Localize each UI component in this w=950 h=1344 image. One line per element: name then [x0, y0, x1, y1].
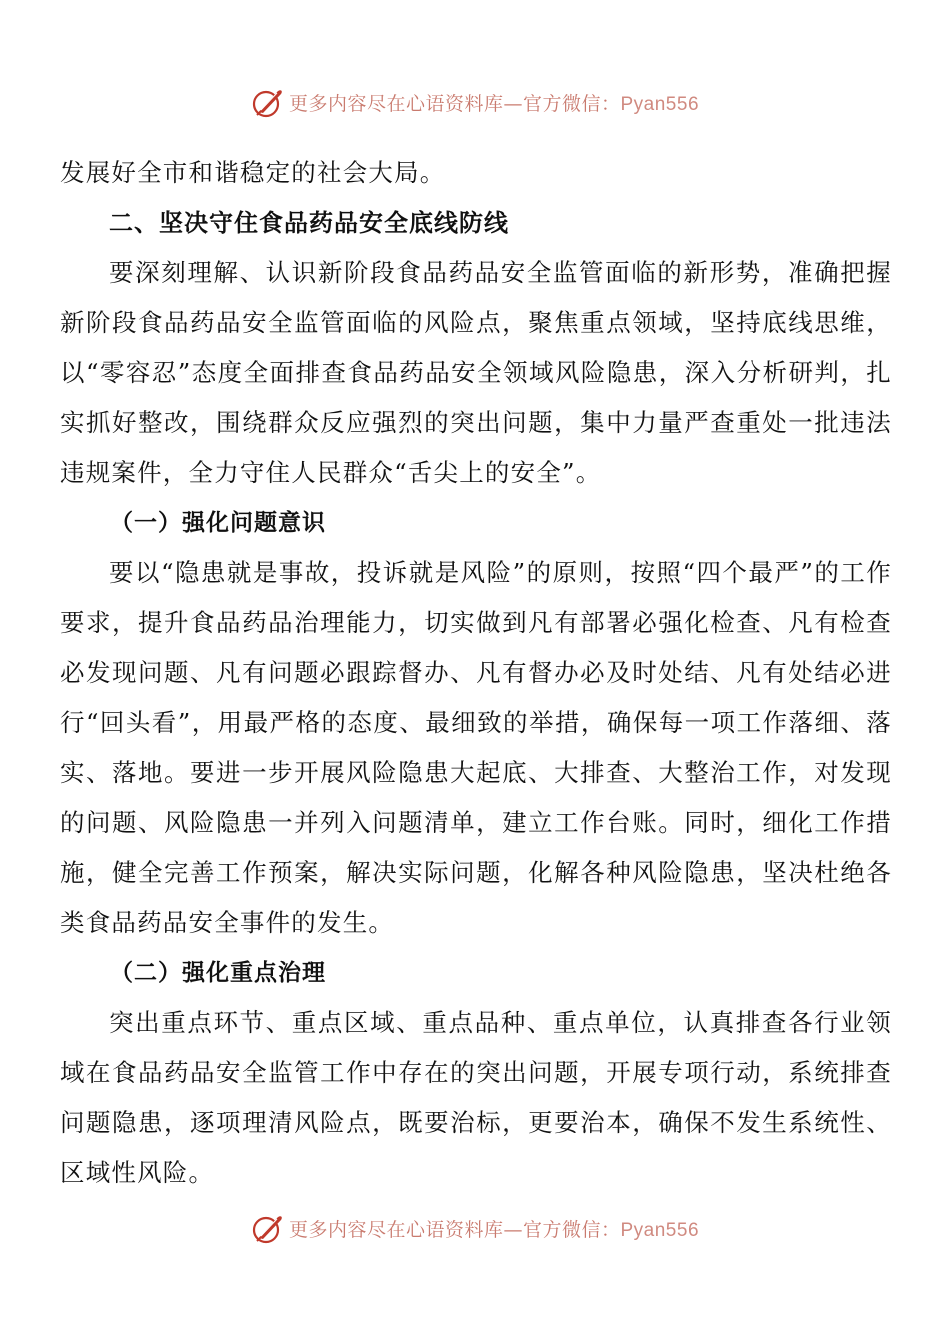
document-body [60, 148, 892, 1198]
paragraph-continuation: 发展好全市和谐稳定的社会大局。 [60, 158, 446, 187]
subsection-heading-2: （二）强化重点治理 [110, 959, 326, 986]
feather-pen-logo-icon [251, 1211, 285, 1245]
watermark-banner-top [0, 82, 950, 122]
paragraph-3: 突出重点环节、重点区域、重点品种、重点单位，认真排查各行业领域在食品药品安全监管工作中存在的突出问题，开展专项行动，系统排查问题隐患，逐项理清风险点，既要治标，更要治本，确保不发生系统性、区域性风险。 [60, 1008, 892, 1187]
subsection-heading-1: （一）强化问题意识 [110, 509, 326, 536]
feather-pen-logo-icon [251, 85, 285, 119]
paragraph-2: 要以“隐患就是事故，投诉就是风险”的原则，按照“四个最严”的工作要求，提升食品药品治理能力，切实做到凡有部署必强化检查、凡有检查必发现问题、凡有问题必跟踪督办、凡有督办必及时处结、凡有处结必进行“回头看”，用最严格的态度、最细致的举措，确保每一项工作落细、落实、落地。要进一步开展风险隐患大起底、大排查、大整治工作，对发现的问题、风险隐患一并列入问题清单，建立工作台账。同时，细化工作措施，健全完善工作预案，解决实际问题，化解各种风险隐患，坚决杜绝各类食品药品安全事件的发生。 [60, 558, 892, 937]
paragraph-1: 要深刻理解、认识新阶段食品药品安全监管面临的新形势，准确把握新阶段食品药品安全监管面临的风险点，聚焦重点领域，坚持底线思维，以“零容忍”态度全面排查食品药品安全领域风险隐患，深入分析研判，扎实抓好整改，围绕群众反应强烈的突出问题，集中力量严查重处一批违法违规案件，全力守住人民群众“舌尖上的安全”。 [60, 258, 892, 487]
watermark-banner-bottom [0, 1208, 950, 1248]
section-heading: 二、坚决守住食品药品安全底线防线 [109, 209, 509, 237]
watermark-text: 更多内容尽在心语资料库—官方微信：Pyan556 [288, 92, 700, 115]
watermark-text: 更多内容尽在心语资料库—官方微信：Pyan556 [288, 1218, 700, 1241]
